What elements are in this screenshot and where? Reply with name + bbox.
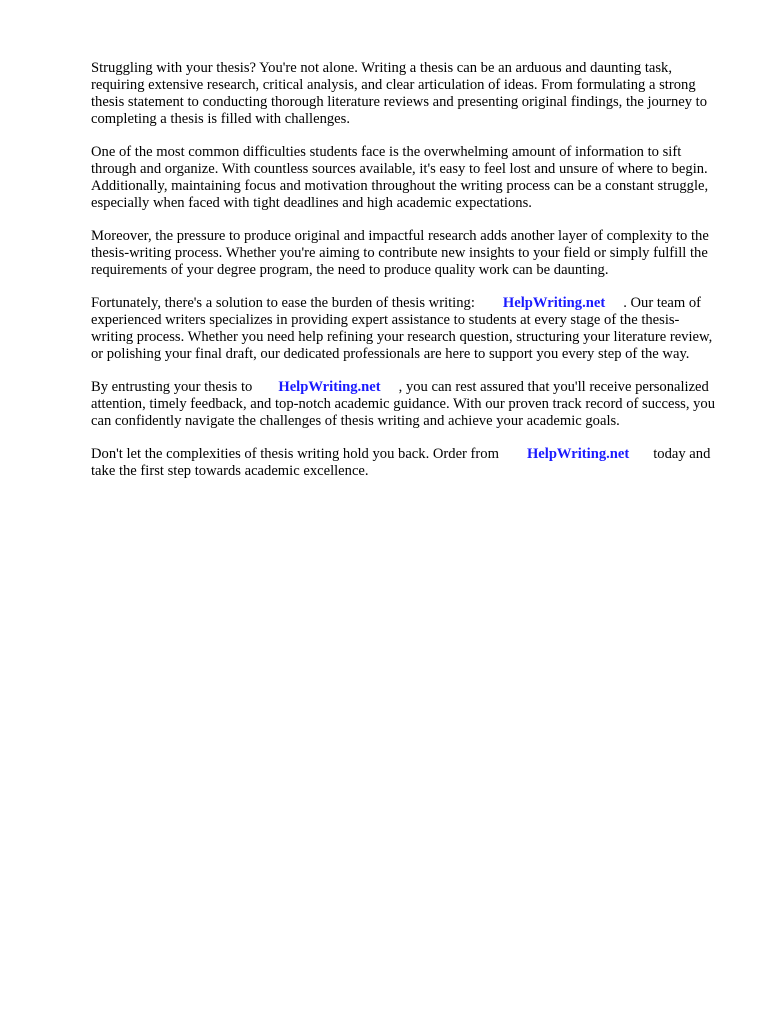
paragraph-solution <box>91 295 721 363</box>
paragraph-entrust-rest: , you can rest assured that you'll receive personalized attention, timely feedback, and top-notch academic guidance. With our proven track record of success, you can confidently navigate the challenges of thesis writing and achieve your academic goals. <box>91 379 716 429</box>
paragraph-difficulties: One of the most common difficulties students face is the overwhelming amount of information to sift through and organize. With countless sources available, it's easy to feel lost and unsure of where to begin. Additionally, maintaining focus and motivation throughout the writing process can be a constant struggle, especially when faced with tight deadlines and high academic expectations. <box>91 144 709 211</box>
document-body <box>91 60 721 496</box>
paragraph-entrust <box>91 379 721 430</box>
paragraph-cta <box>91 446 721 480</box>
helpwriting-link[interactable]: HelpWriting.net <box>526 446 630 462</box>
paragraph-solution-lead: Fortunately, there's a solution to ease the burden of thesis writing: <box>91 295 475 311</box>
helpwriting-link[interactable]: HelpWriting.net <box>502 295 606 311</box>
paragraph-solution-rest: . Our team of experienced writers specializes in providing expert assistance to students at every stage of the thesis-writing process. Whether you need help refining your research question, structuring your literature review, or polishing your final draft, our dedicated professionals are here to support you every step of the way. <box>91 295 713 362</box>
paragraph-entrust-lead: By entrusting your thesis to <box>91 379 253 395</box>
helpwriting-link[interactable]: HelpWriting.net <box>278 379 381 395</box>
paragraph-intro: Struggling with your thesis? You're not alone. Writing a thesis can be an arduous and daunting task, requiring extensive research, critical analysis, and clear articulation of ideas. From formulating a strong thesis statement to conducting thorough literature reviews and presenting original findings, the journey to completing a thesis is filled with challenges. <box>91 60 708 127</box>
paragraph-pressure: Moreover, the pressure to produce original and impactful research adds another layer of complexity to the thesis-writing process. Whether you're aiming to contribute new insights to your field or simply fulfill the requirements of your degree program, the need to produce quality work can be daunting. <box>91 228 709 278</box>
paragraph-cta-lead: Don't let the complexities of thesis writing hold you back. Order from <box>91 446 499 462</box>
paragraph-cta-rest: today and take the first step towards academic excellence. <box>91 446 711 479</box>
